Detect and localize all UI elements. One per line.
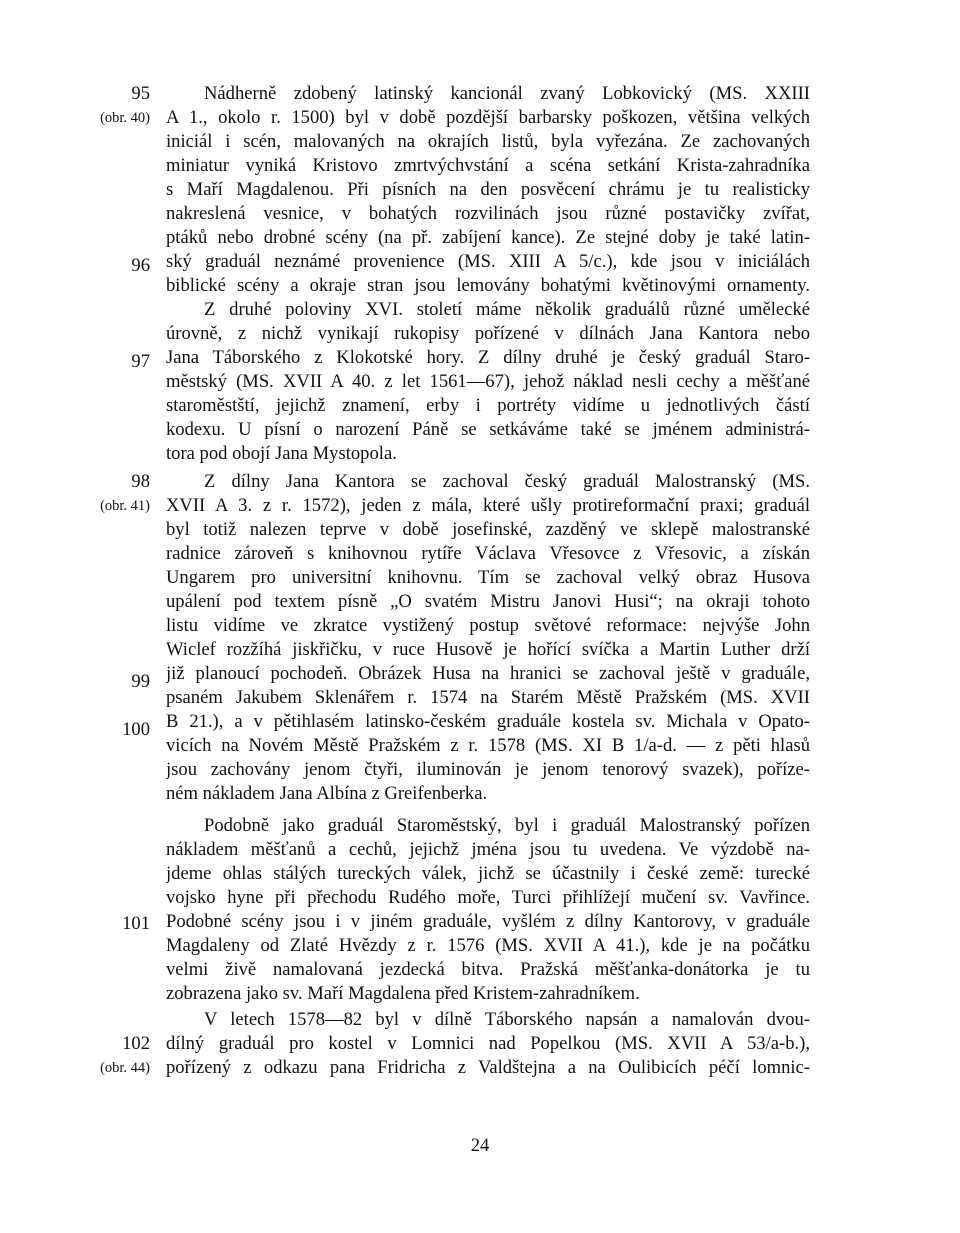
margin-number: 95 (131, 83, 150, 104)
text-line: Podobné scény jsou i v jiném graduále, vyšlém z dílny Kantorovy, v graduále (166, 911, 810, 932)
text-line: vojsko hyne při přechodu Rudého moře, Turci přihlížejí mučení sv. Vavřince. (166, 887, 810, 908)
text-line: psaném Jakubem Sklenářem r. 1574 na Starém Městě Pražském (MS. XVII (166, 687, 810, 708)
text-line: nakreslená vesnice, v bohatých rozvilinách jsou různé postavičky zvířat, (166, 203, 810, 224)
margin-number: 98 (131, 471, 150, 492)
text-line: byl totiž nalezen teprve v době josefinské, zazděný ve sklepě malostranské (166, 519, 810, 540)
text-line: Jana Táborského z Klokotské hory. Z dílny druhé je český graduál Staro- (166, 347, 810, 368)
text-line: vicích na Novém Městě Pražském z r. 1578 (MS. XI B 1/a-d. — z pěti hlasů (166, 735, 810, 756)
text-line: úrovně, z nichž vynikají rukopisy pořízené v dílnách Jana Kantora nebo (166, 323, 810, 344)
text-line: Ungarem pro universitní knihovnu. Tím se zachoval velký obraz Husova (166, 567, 810, 588)
text-line: Z dílny Jana Kantora se zachoval český graduál Malostranský (MS. (204, 471, 810, 492)
text-line: Wiclef rozžíhá jiskřičku, v ruce Husově je hořící svíčka a Martin Luther drží (166, 639, 810, 660)
text-line: radnice zároveň s knihovnou rytíře Václava Vřesovce z Vřesovic, a získán (166, 543, 810, 564)
text-line: listu vidíme ve zkratce vystižený postup světové reformace: nejvýše John (166, 615, 810, 636)
margin-figure-ref: (obr. 41) (100, 498, 150, 514)
margin-number: 96 (131, 255, 150, 276)
text-line: biblické scény a okraje stran jsou lemovány bohatými květinovými ornamenty. (166, 275, 810, 296)
text-line: s Maří Magdalenou. Při písních na den posvěcení chrámu je tu realisticky (166, 179, 810, 200)
text-line: již planoucí pochodeň. Obrázek Husa na hranici se zachoval ještě v graduále, (166, 663, 810, 684)
margin-number: 102 (122, 1033, 150, 1054)
text-line: ptáků nebo drobné scény (na př. zabíjení kance). Ze stejné doby je také latin- (166, 227, 810, 248)
margin-figure-ref: (obr. 40) (100, 110, 150, 126)
margin-figure-ref: (obr. 44) (100, 1060, 150, 1076)
text-line: městský (MS. XVII A 40. z let 1561—67), jehož náklad nesli cechy a měšťané (166, 371, 810, 392)
text-line: jdeme ohlas stálých tureckých válek, jichž se účastnily i české země: turecké (166, 863, 810, 884)
text-line: Podobně jako graduál Staroměstský, byl i graduál Malostranský pořízen (204, 815, 810, 836)
text-line: A 1., okolo r. 1500) byl v době pozdější barbarsky poškozen, většina velkých (166, 107, 810, 128)
margin-number: 100 (122, 719, 150, 740)
text-line: zobrazena jako sv. Maří Magdalena před Kristem-zahradníkem. (166, 983, 640, 1004)
text-line: ský graduál neznámé provenience (MS. XIII A 5/c.), kde jsou v iniciálách (166, 251, 810, 272)
text-line: iniciál i scén, malovaných na okrajích listů, byla vyřezána. Ze zachovaných (166, 131, 810, 152)
text-line: miniatur vyniká Kristovo zmrtvýchvstání a scéna setkání Krista-zahradníka (166, 155, 810, 176)
text-line: V letech 1578—82 byl v dílně Táborského napsán a namalován dvou- (204, 1009, 810, 1030)
margin-number: 101 (122, 913, 150, 934)
text-line: XVII A 3. z r. 1572), jeden z mála, které ušly protireformační praxi; graduál (166, 495, 810, 516)
text-line: ném nákladem Jana Albína z Greifenberka. (166, 783, 488, 804)
text-line: Nádherně zdobený latinský kancionál zvaný Lobkovický (MS. XXIII (204, 83, 810, 104)
text-line: B 21.), a v pětihlasém latinsko-českém graduále kostela sv. Michala v Opato- (166, 711, 810, 732)
text-line: dílný graduál pro kostel v Lomnici nad Popelkou (MS. XVII A 53/a-b.), (166, 1033, 810, 1054)
text-line: Z druhé poloviny XVI. století máme několik graduálů různé umělecké (204, 299, 810, 320)
text-line: tora pod obojí Jana Mystopola. (166, 443, 397, 464)
margin-number: 97 (131, 351, 150, 372)
page-number: 24 (470, 1135, 490, 1156)
text-line: kodexu. U písní o narození Páně se setkáváme také se jménem administrá- (166, 419, 810, 440)
text-line: upálení pod textem písně „O svatém Mistru Janovi Husi“; na okraji tohoto (166, 591, 810, 612)
text-line: pořízený z odkazu pana Fridricha z Valdštejna a na Oulibicích péčí lomnic- (166, 1057, 810, 1078)
text-line: Magdaleny od Zlaté Hvězdy z r. 1576 (MS. XVII A 41.), kde je na počátku (166, 935, 810, 956)
text-line: staroměstští, jejichž znamení, erby i portréty vidíme u jednotlivých částí (166, 395, 810, 416)
text-line: velmi živě namalovaná jezdecká bitva. Pražská měšťanka-donátorka je tu (166, 959, 810, 980)
text-line: nákladem měšťanů a cechů, jejichž jména jsou tu uvedena. Ve výzdobě na- (166, 839, 810, 860)
text-line: jsou zachovány jenom čtyři, iluminován je jenom tenorový svazek), pořízе- (166, 759, 810, 780)
margin-number: 99 (131, 671, 150, 692)
